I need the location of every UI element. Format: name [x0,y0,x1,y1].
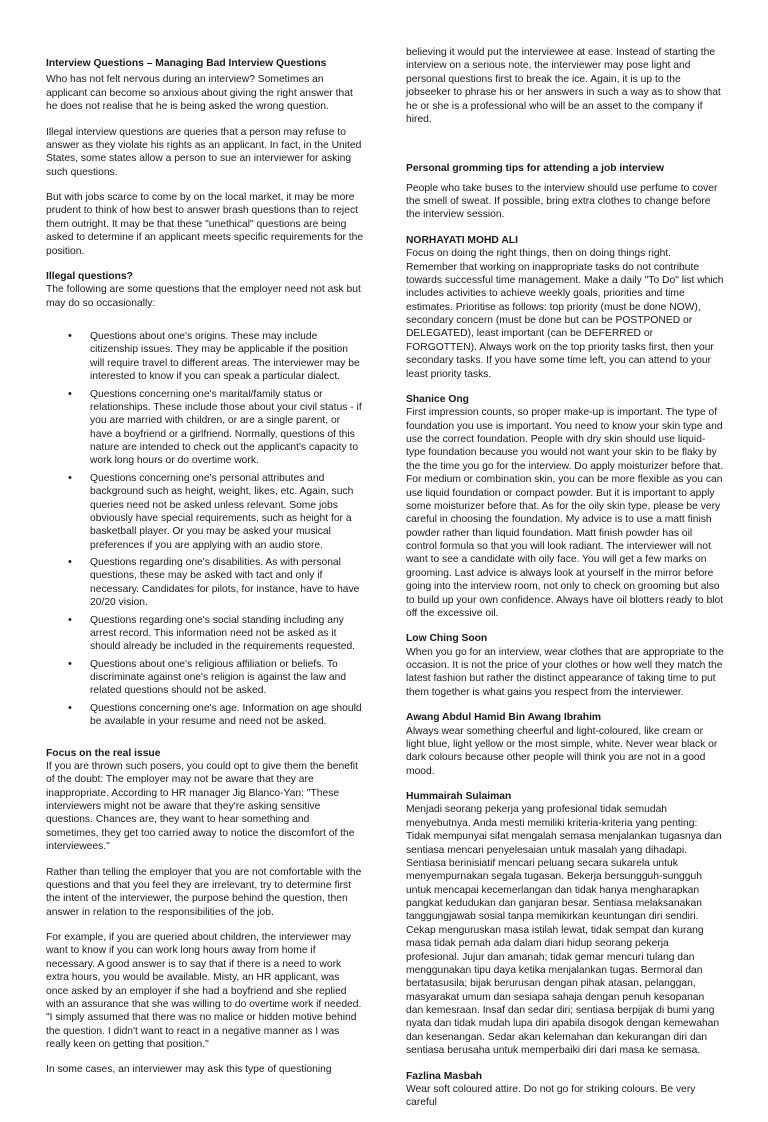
illegal-questions-intro: The following are some questions that the employer need not ask but may do so occasionally: [46,284,361,309]
left-column [46,57,364,1089]
list-item: • Questions concerning one's age. Information on age should be available in your resume and need not be asked. [90,702,364,729]
fazlina-tip: Wear soft coloured attire. Do not go for striking colours. Be very careful [406,1083,696,1109]
article-title: Interview Questions – Managing Bad Interview Questions [46,58,327,69]
list-item: • Questions about one's origins. These may include citizenship issues. They may be applicable if the position will require travel to different areas. The interviewer may be interested to know if you can speak a particular dialect. [90,330,364,384]
heading-grooming-tips: Personal gromming tips for attending a job interview [406,163,665,175]
right-column [406,46,724,1122]
list-item: • Questions concerning one's marital/family status or relationships. These include those about your civil status - if you are married with children, or are a single parent, or have a boyfriend or a girlfriend. Normally, questions of this nature are intended to check out the applicant's capacity to work long hours or do overtime work. [90,388,364,468]
author-hummairah: Hummairah Sulaiman [406,791,512,802]
prudent-answer-paragraph: But with jobs scarce to come by on the local market, it may be more prudent to think of how best to answer brash questions than to reject them outright. It may be that these "unethical" questions are being asked to determine if an applicant meets specific requirements for the position. [46,192,364,257]
list-item: • Questions concerning one's personal attributes and background such as height, weight, likes, etc. Again, such queries need not be asked unless relevant. Some jobs obviously have special requirements, such as height for a basketball player. Or you may be asked your musical preferences if you are applying with an audio store. [90,472,364,552]
shanice-tip: First impression counts, so proper make-up is important. The type of foundation you use is important. You need to know your skin type and use the correct foundation. People with dry skin should use liquid-type foundation because you would not want your skin to be flaky by the the time you go for the interview. Do apply moisturizer before that. For medium or combination skin, you can be more flexible as you can use liquid foundation or compact powder. But it is important to apply some moisturizer before that. As for the oily skin type, please be very careful in choosing the foundation. My advice is to use a matt finish powder rather than liquid foundation. Matt finish powder has oil control formula so that you will look radiant. The interviewer will not want to see a candidate with oily face. You will get a few marks on grooming. Last advice is always look at yourself in the mirror before going into the interview room, not only to check on grooming but also to build up your own confidence. Always have oil blotters ready to blot off the excessive oil. [406,407,724,619]
low-tip: When you go for an interview, wear clothes that are appropriate to the occasion. It is not the price of your clothes or how well they match the latest fashion but rather the distinct appearance of taking time to put them together is what gains you respect from the interviewer. [406,646,724,698]
illegal-questions-list [46,330,364,729]
closing-paragraph: In some cases, an interviewer may ask this type of questioning [46,1064,332,1076]
heading-illegal-questions: Illegal questions? [46,270,133,282]
determine-intent-paragraph: Rather than telling the employer that you are not comfortable with the questions and that you feel they are irrelevant, try to determine first the intent of the interviewer, the purpose behind the question, then answer in relation to the responsibilities of the job. [46,866,362,918]
continued-paragraph: believing it would put the interviewee at ease. Instead of starting the interview on a serious note, the interviewer may pose light and personal questions first to break the ice. Again, it is up to the jobseeker to phrase his or her answers in such a way as to show that he or she is a professional who will be an asset to the company if hired. [406,47,721,125]
list-item: • Questions regarding one's social standing including any arrest record. This information need not be asked as it should already be included in the requirements requested. [90,614,364,654]
benefit-of-doubt-paragraph: If you are thrown such posers, you could opt to give them the benefit of the doubt: The employer may not be aware that they are inappropriate. According to HR manager Jig Blanco-Yan: "These interviewers might not be aware that they're asking sensitive questions. Chances are, they want to hear something and sometimes, they get too carried away to notice the discomfort of the interviewees." [46,760,358,853]
list-item: • Questions about one's religious affiliation or beliefs. To discriminate against one's religion is against the law and related questions should not be asked. [90,658,364,698]
author-shanice: Shanice Ong [406,393,469,405]
intro-paragraph: Who has not felt nervous during an interview? Sometimes an applicant can become so anxious about giving the right answer that he does not realise that he is being asked the wrong question. [46,74,353,113]
grooming-paragraph: People who take buses to the interview should use perfume to cover the smell of sweat. If possible, bring extra clothes to change before the interview session. [406,182,718,221]
norhayati-tip: Focus on doing the right things, then on doing things right. Remember that working on inappropriate tasks do not contribute towards successful time management. Make a daily "To Do" list which includes activities to achieve weekly goals, priorities and time estimates. Prioritise as follows: top priority (must be done NOW), secondary concern (must be done but can be POSTPONED or DELEGATED), least important (can be DEFERRED or FORGOTTEN). Always work on the top priority tasks first, then your secondary tasks. If you have some time left, you can attend to your least priority tasks. [406,248,724,380]
illegal-definition-paragraph: Illegal interview questions are queries that a person may refuse to answer as they violate his rights as an applicant. In fact, in the United States, some states allow a person to sue an interviewer for asking such questions. [46,126,362,178]
example-paragraph: For example, if you are queried about children, the interviewer may want to know if you can work long hours away from home if necessary. A good answer is to say that if there is a need to work extra hours, you would be available. Misty, an HR applicant, was once asked by an employer if she had a boyfriend and she replied with an assurance that she was willing to do overtime work if needed. "I simply assumed that there was no malice or hidden motive behind the question. I didn't want to react in a negative manner as I was really keen on getting that position." [46,932,362,1050]
author-low: Low Ching Soon [406,633,488,645]
heading-focus-real-issue: Focus on the real issue [46,747,161,759]
awang-tip: Always wear something cheerful and light-coloured, like cream or light blue, light yellow or the most simple, white. Never wear black or dark colours because other people will think you are not in a good mood. [406,725,718,777]
author-norhayati: NORHAYATI MOHD ALI [406,234,518,246]
list-item: • Questions regarding one's disabilities. As with personal questions, these may be asked with tact and only if necessary. Candidates for pilots, for instance, have to have 20/20 vision. [90,556,364,610]
author-fazlina: Fazlina Masbah [406,1070,483,1082]
hummairah-tip: Menjadi seorang pekerja yang profesional tidak semudah menyebutnya. Anda mesti memiliki kriteria-kriteria yang penting: Tidak mempunyai sifat mengalah semasa menjalankan tugasnya dan sentiasa mencari penyelesaian untuk masalah yang dihadapi. Sentiasa berinisiatif mencari peluang secara sukarela untuk menyempurnakan segala tugasan. Bekerja bersungguh-sungguh untuk mencapai kecemerlangan dan tidak hanya mengharapkan pangkat kedudukan dan ganjaran besar. Sentiasa melaksanakan tanggungjawab sosial tanpa memikirkan keuntungan diri sendiri. Cekap menguruskan masa istilah lewat, tidak sempat dan kurang masa tidak pernah ada dalam diari hidup seorang pekerja profesional. Jujur dan amanah; tidak gemar mencuri tulang dan menggunakan tipu daya ketika menjalankan tugas. Bermoral dan bertatasusila; bijak berurusan dengan pihak atasan, pelanggan, masyarakat umum dan sesiapa sahaja dengan penuh kesopanan dan kemesraan. Insaf dan sedar diri; sentiasa berpijak di bumi yang nyata dan tidak mudah lupa diri apabila disogok dengan kemewahan dan kesenangan. Sedar akan kelemahan dan kekurangan diri dan sentiasa berusaha untuk memperbaiki diri dari masa ke semasa. [406,804,722,1057]
author-awang: Awang Abdul Hamid Bin Awang Ibrahim [406,712,602,724]
